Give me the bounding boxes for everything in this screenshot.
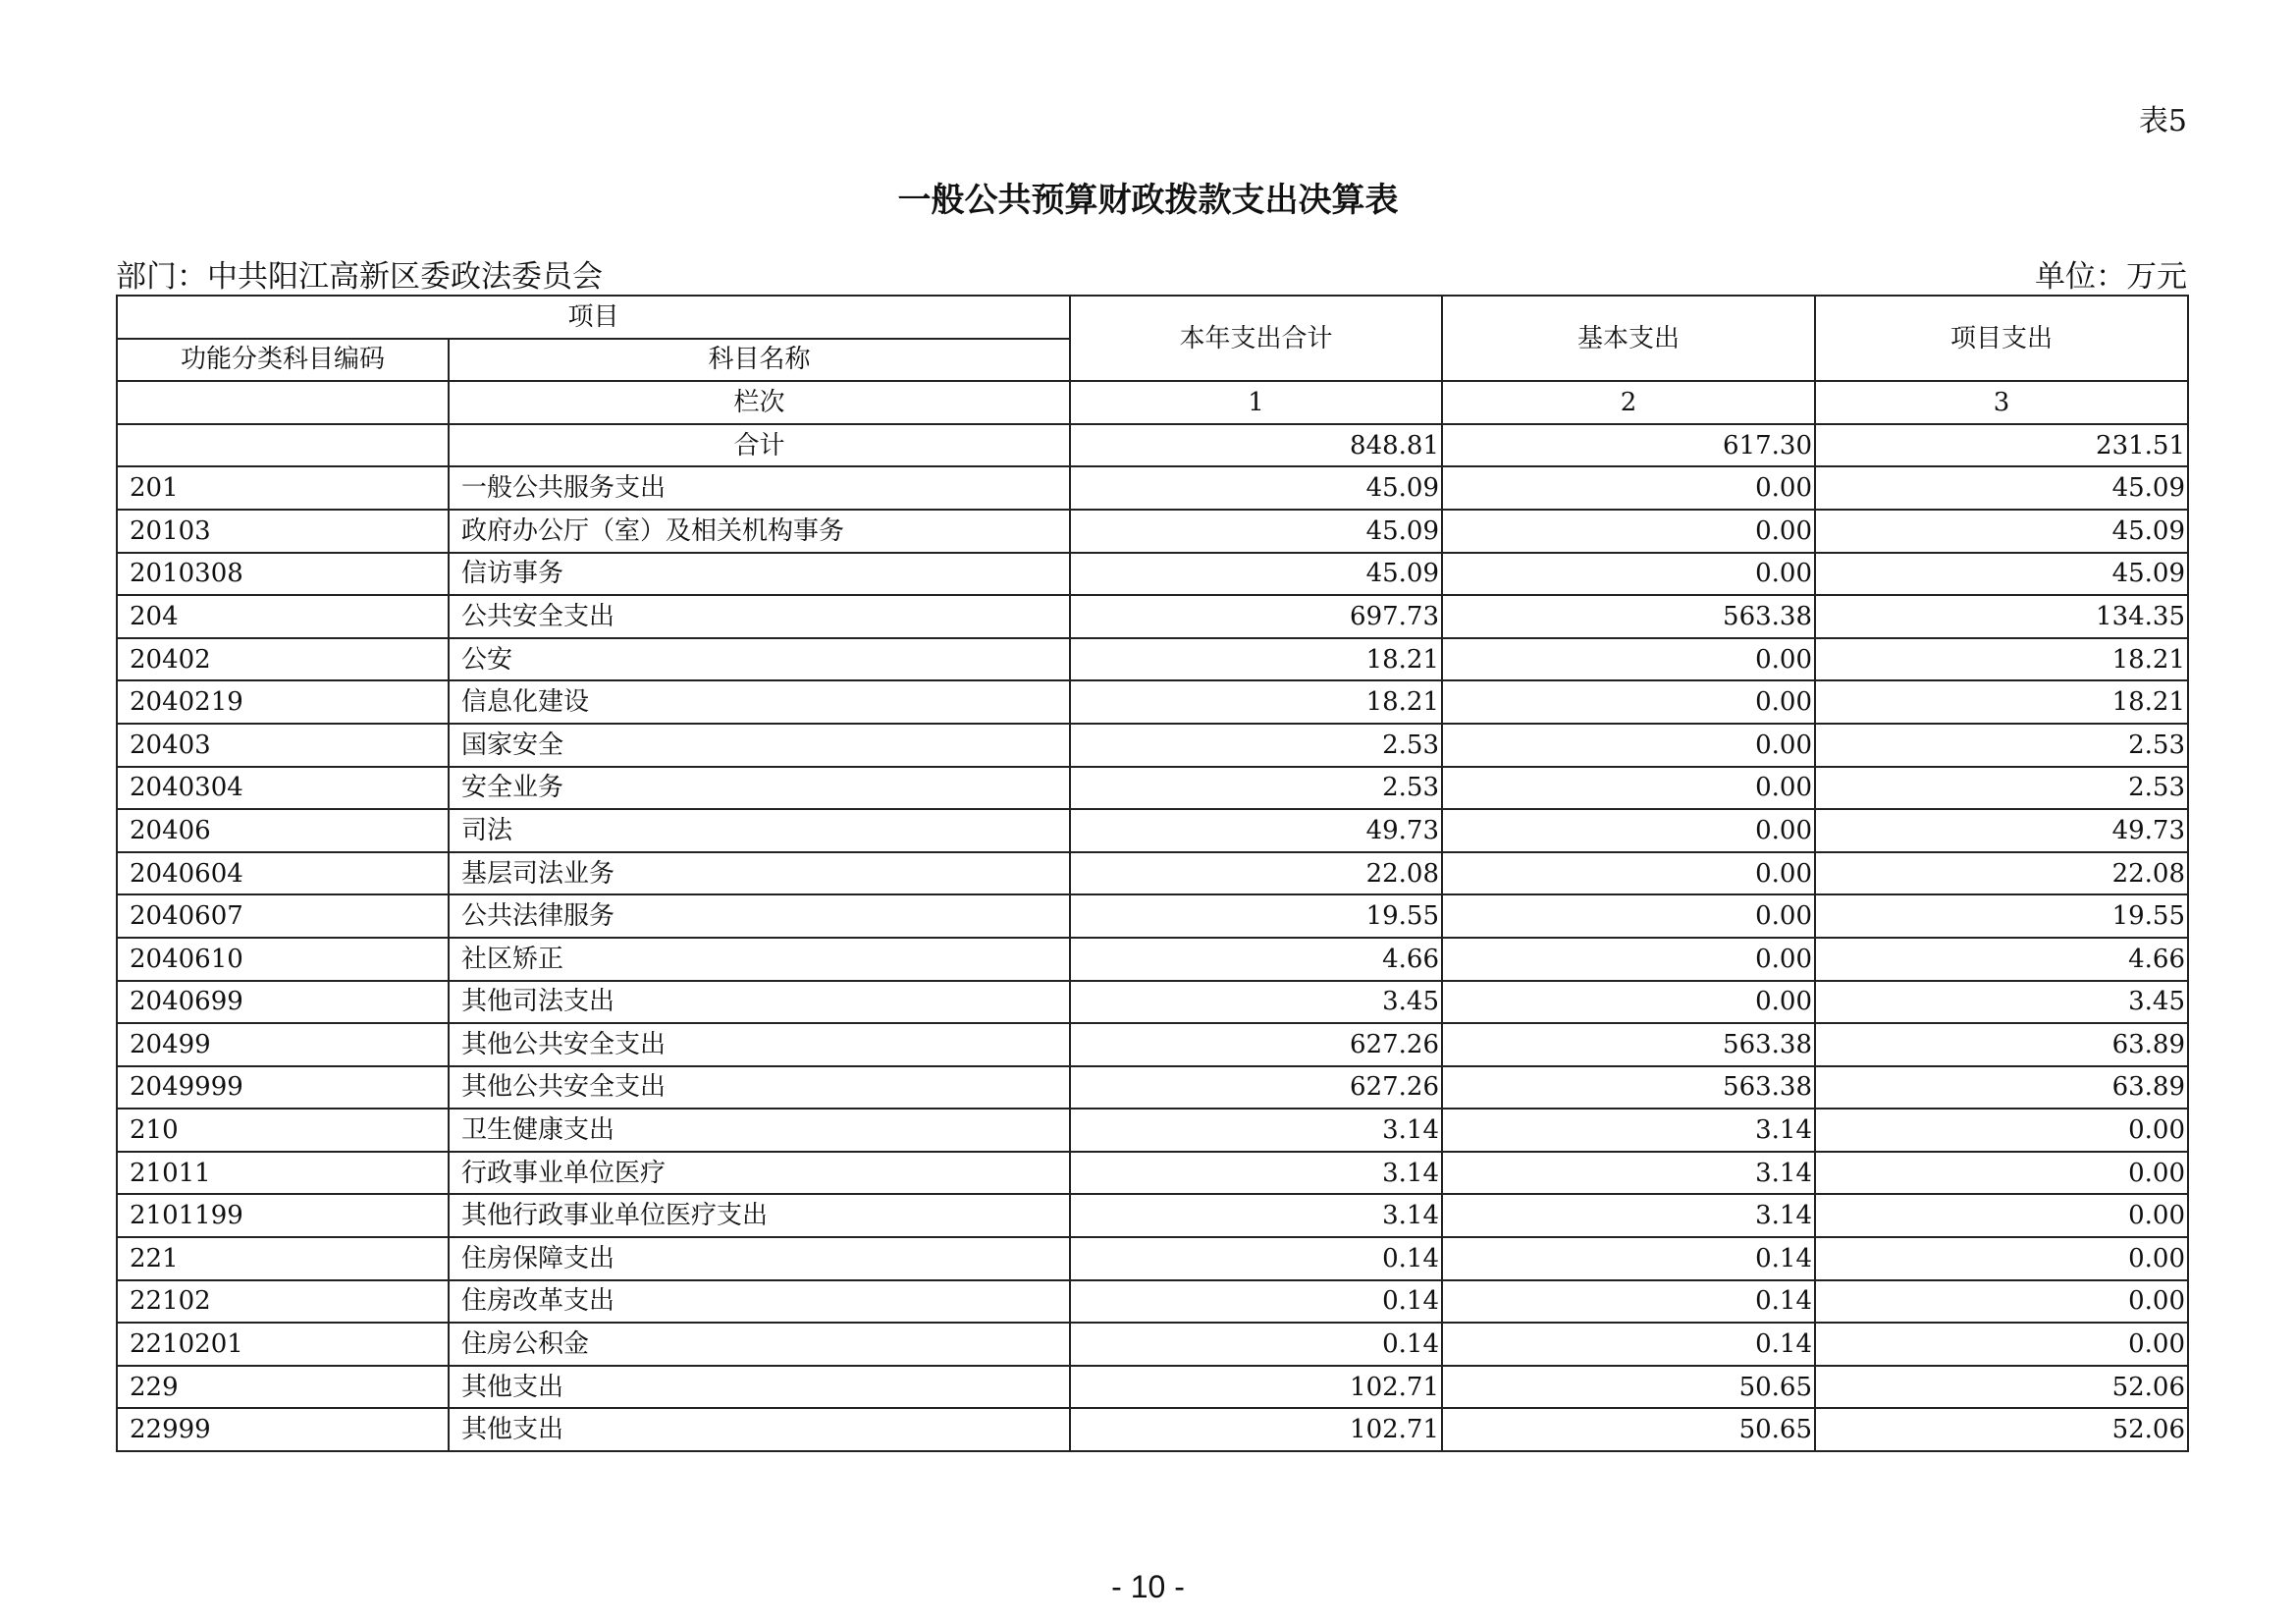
- row-total: 3.14: [1070, 1109, 1442, 1152]
- table-row: [117, 1280, 2188, 1324]
- table-row: [117, 894, 2188, 938]
- row-code: 20406: [117, 809, 449, 852]
- column-index-3: 3: [1815, 381, 2188, 424]
- row-basic: 0.00: [1442, 638, 1815, 681]
- row-code: 201: [117, 466, 449, 510]
- empty-cell: [117, 424, 449, 467]
- row-code: 2040304: [117, 767, 449, 810]
- table-row: [117, 595, 2188, 638]
- empty-cell: [117, 381, 449, 424]
- header-row-1: [117, 296, 2188, 339]
- row-project: 63.89: [1815, 1066, 2188, 1110]
- row-project: 4.66: [1815, 938, 2188, 981]
- row-project: 2.53: [1815, 767, 2188, 810]
- row-project: 0.00: [1815, 1280, 2188, 1324]
- summary-label: 合计: [449, 424, 1070, 467]
- row-project: 3.45: [1815, 981, 2188, 1024]
- row-basic: 0.00: [1442, 938, 1815, 981]
- table-row: [117, 1023, 2188, 1066]
- summary-row: [117, 424, 2188, 467]
- table-row: [117, 638, 2188, 681]
- row-name: 其他行政事业单位医疗支出: [449, 1194, 1070, 1237]
- row-name: 卫生健康支出: [449, 1109, 1070, 1152]
- row-name: 其他支出: [449, 1408, 1070, 1451]
- table-row: [117, 767, 2188, 810]
- row-basic: 563.38: [1442, 1066, 1815, 1110]
- row-code: 210: [117, 1109, 449, 1152]
- row-project: 45.09: [1815, 466, 2188, 510]
- row-project: 45.09: [1815, 553, 2188, 596]
- row-name: 国家安全: [449, 724, 1070, 767]
- table-row: [117, 1366, 2188, 1409]
- row-name: 政府办公厅（室）及相关机构事务: [449, 510, 1070, 553]
- row-project: 134.35: [1815, 595, 2188, 638]
- row-total: 18.21: [1070, 638, 1442, 681]
- summary-basic: 617.30: [1442, 424, 1815, 467]
- table-row: [117, 809, 2188, 852]
- row-name: 一般公共服务支出: [449, 466, 1070, 510]
- row-total: 18.21: [1070, 680, 1442, 724]
- row-name: 其他司法支出: [449, 981, 1070, 1024]
- expenditure-table: [116, 295, 2189, 1452]
- row-total: 0.14: [1070, 1237, 1442, 1280]
- row-code: 2040607: [117, 894, 449, 938]
- row-basic: 0.00: [1442, 466, 1815, 510]
- table-row: [117, 724, 2188, 767]
- row-name: 信访事务: [449, 553, 1070, 596]
- row-basic: 0.00: [1442, 894, 1815, 938]
- column-index-row: [117, 381, 2188, 424]
- row-code: 2040604: [117, 852, 449, 895]
- row-code: 2040610: [117, 938, 449, 981]
- table-row: [117, 1194, 2188, 1237]
- table-row: [117, 1066, 2188, 1110]
- row-basic: 50.65: [1442, 1408, 1815, 1451]
- row-name: 公安: [449, 638, 1070, 681]
- row-project: 45.09: [1815, 510, 2188, 553]
- row-project: 18.21: [1815, 680, 2188, 724]
- header-code: 功能分类科目编码: [117, 339, 449, 382]
- row-project: 18.21: [1815, 638, 2188, 681]
- table-row: [117, 466, 2188, 510]
- row-code: 221: [117, 1237, 449, 1280]
- row-project: 2.53: [1815, 724, 2188, 767]
- row-name: 其他公共安全支出: [449, 1066, 1070, 1110]
- row-basic: 0.14: [1442, 1323, 1815, 1366]
- table-row: [117, 1408, 2188, 1451]
- page-number: - 10 -: [1111, 1569, 1185, 1604]
- row-basic: 3.14: [1442, 1152, 1815, 1195]
- row-total: 102.71: [1070, 1366, 1442, 1409]
- row-code: 2210201: [117, 1323, 449, 1366]
- table-row: [117, 553, 2188, 596]
- row-basic: 0.00: [1442, 767, 1815, 810]
- row-total: 0.14: [1070, 1280, 1442, 1324]
- row-basic: 3.14: [1442, 1194, 1815, 1237]
- row-total: 45.09: [1070, 466, 1442, 510]
- row-name: 行政事业单位医疗: [449, 1152, 1070, 1195]
- row-total: 0.14: [1070, 1323, 1442, 1366]
- row-code: 21011: [117, 1152, 449, 1195]
- table-row: [117, 1237, 2188, 1280]
- header-basic: 基本支出: [1442, 296, 1815, 381]
- row-basic: 563.38: [1442, 595, 1815, 638]
- row-code: 20499: [117, 1023, 449, 1066]
- header-name: 科目名称: [449, 339, 1070, 382]
- table-row: [117, 680, 2188, 724]
- row-code: 20103: [117, 510, 449, 553]
- row-project: 0.00: [1815, 1323, 2188, 1366]
- department-label: 部门：中共阳江高新区委政法委员会: [116, 259, 603, 295]
- row-name: 司法: [449, 809, 1070, 852]
- row-total: 3.14: [1070, 1152, 1442, 1195]
- column-index-1: 1: [1070, 381, 1442, 424]
- row-basic: 50.65: [1442, 1366, 1815, 1409]
- header-project: 项目: [117, 296, 1070, 339]
- row-project: 63.89: [1815, 1023, 2188, 1066]
- row-code: 2101199: [117, 1194, 449, 1237]
- row-basic: 0.14: [1442, 1237, 1815, 1280]
- row-project: 0.00: [1815, 1152, 2188, 1195]
- row-basic: 0.00: [1442, 680, 1815, 724]
- row-code: 22102: [117, 1280, 449, 1324]
- row-name: 其他公共安全支出: [449, 1023, 1070, 1066]
- table-row: [117, 1152, 2188, 1195]
- row-total: 45.09: [1070, 510, 1442, 553]
- row-total: 3.45: [1070, 981, 1442, 1024]
- table-row: [117, 510, 2188, 553]
- row-code: 2040699: [117, 981, 449, 1024]
- row-basic: 0.00: [1442, 809, 1815, 852]
- table-row: [117, 938, 2188, 981]
- row-basic: 3.14: [1442, 1109, 1815, 1152]
- summary-project: 231.51: [1815, 424, 2188, 467]
- row-total: 22.08: [1070, 852, 1442, 895]
- table-row: [117, 852, 2188, 895]
- row-name: 社区矫正: [449, 938, 1070, 981]
- row-project: 0.00: [1815, 1194, 2188, 1237]
- row-code: 20402: [117, 638, 449, 681]
- row-name: 住房公积金: [449, 1323, 1070, 1366]
- row-name: 基层司法业务: [449, 852, 1070, 895]
- row-project: 52.06: [1815, 1366, 2188, 1409]
- row-total: 2.53: [1070, 767, 1442, 810]
- row-name: 公共法律服务: [449, 894, 1070, 938]
- row-basic: 0.00: [1442, 553, 1815, 596]
- table-row: [117, 1323, 2188, 1366]
- row-name: 安全业务: [449, 767, 1070, 810]
- column-label: 栏次: [449, 381, 1070, 424]
- row-project: 49.73: [1815, 809, 2188, 852]
- row-project: 52.06: [1815, 1408, 2188, 1451]
- row-total: 102.71: [1070, 1408, 1442, 1451]
- row-project: 19.55: [1815, 894, 2188, 938]
- unit-label: 单位：万元: [2035, 259, 2187, 295]
- row-code: 22999: [117, 1408, 449, 1451]
- row-name: 其他支出: [449, 1366, 1070, 1409]
- row-total: 4.66: [1070, 938, 1442, 981]
- row-total: 49.73: [1070, 809, 1442, 852]
- row-code: 229: [117, 1366, 449, 1409]
- row-code: 2049999: [117, 1066, 449, 1110]
- row-project: 22.08: [1815, 852, 2188, 895]
- header-total: 本年支出合计: [1070, 296, 1442, 381]
- row-total: 2.53: [1070, 724, 1442, 767]
- row-basic: 0.00: [1442, 852, 1815, 895]
- header-project-expenditure: 项目支出: [1815, 296, 2188, 381]
- row-name: 信息化建设: [449, 680, 1070, 724]
- table-row: [117, 1109, 2188, 1152]
- row-total: 697.73: [1070, 595, 1442, 638]
- row-total: 19.55: [1070, 894, 1442, 938]
- row-basic: 0.00: [1442, 981, 1815, 1024]
- row-name: 公共安全支出: [449, 595, 1070, 638]
- column-index-2: 2: [1442, 381, 1815, 424]
- summary-total: 848.81: [1070, 424, 1442, 467]
- row-total: 627.26: [1070, 1066, 1442, 1110]
- row-basic: 563.38: [1442, 1023, 1815, 1066]
- row-code: 2040219: [117, 680, 449, 724]
- row-project: 0.00: [1815, 1237, 2188, 1280]
- row-basic: 0.00: [1442, 510, 1815, 553]
- row-project: 0.00: [1815, 1109, 2188, 1152]
- row-basic: 0.00: [1442, 724, 1815, 767]
- row-total: 627.26: [1070, 1023, 1442, 1066]
- table-row: [117, 981, 2188, 1024]
- row-code: 20403: [117, 724, 449, 767]
- table-number: 表5: [2138, 104, 2187, 138]
- page-title: 一般公共预算财政拨款支出决算表: [897, 181, 1399, 220]
- row-name: 住房保障支出: [449, 1237, 1070, 1280]
- row-name: 住房改革支出: [449, 1280, 1070, 1324]
- row-basic: 0.14: [1442, 1280, 1815, 1324]
- row-code: 204: [117, 595, 449, 638]
- row-code: 2010308: [117, 553, 449, 596]
- row-total: 3.14: [1070, 1194, 1442, 1237]
- row-total: 45.09: [1070, 553, 1442, 596]
